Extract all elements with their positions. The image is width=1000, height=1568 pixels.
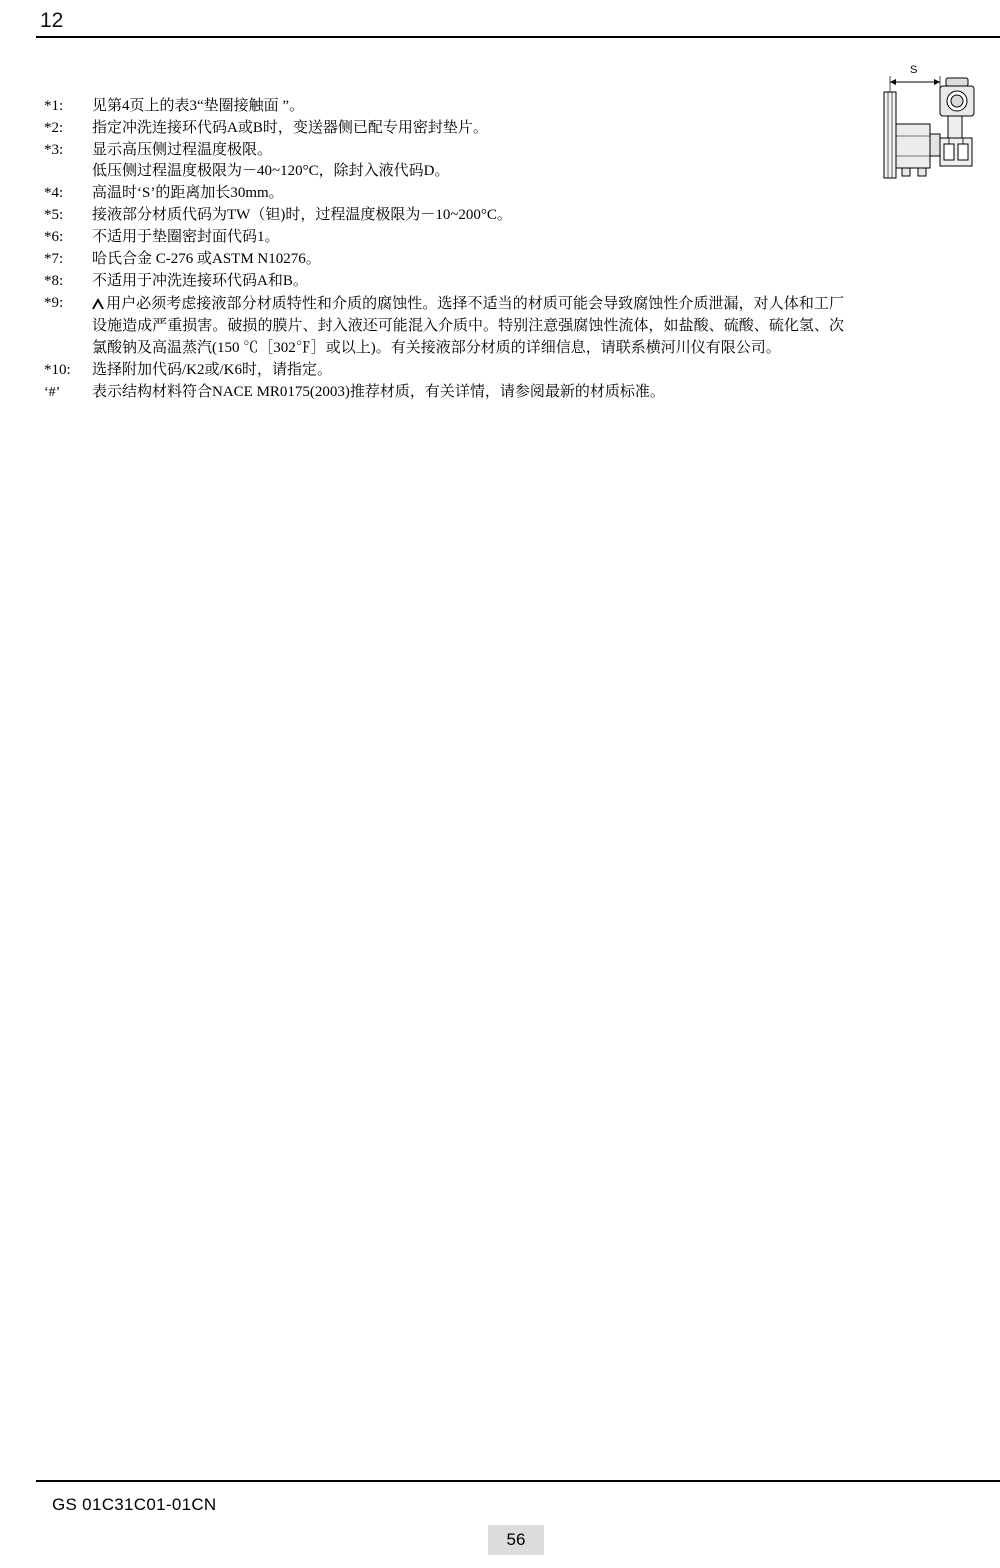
note-item (44, 96, 844, 117)
note-text: 见第4页上的表3“垫圈接触面 ”。 (92, 98, 305, 114)
note-key: *8: (44, 273, 64, 289)
warning-triangle-icon (92, 298, 104, 309)
note-item (44, 382, 844, 403)
note-key: *1: (44, 98, 64, 114)
note-text-line: 低压侧过程温度极限为－40~120°C，除封入液代码D。 (92, 163, 450, 179)
note-item (44, 118, 844, 139)
note-key: *5: (44, 207, 64, 223)
note-key: *3: (44, 142, 64, 158)
note-key: *7: (44, 251, 64, 267)
document-code: GS 01C31C01-01CN (52, 1495, 217, 1514)
note-key: *9: (44, 295, 64, 311)
note-text: 选择附加代码/K2或/K6时，请指定。 (92, 362, 333, 378)
note-text-block (92, 293, 844, 359)
page-header (36, 8, 1000, 38)
note-item (44, 183, 844, 204)
note-item (44, 205, 844, 226)
transmitter-drawing-svg (862, 64, 992, 224)
note-text: 高温时‘S’的距离加长30mm。 (92, 185, 284, 201)
note-text (92, 140, 844, 182)
note-text: 哈氏合金 C-276 或ASTM N10276。 (92, 251, 321, 267)
footer-divider (36, 1480, 1000, 1482)
dimension-label-s: S (910, 64, 918, 76)
note-text-line: 显示高压侧过程温度极限。 (92, 142, 273, 158)
note-item (44, 271, 844, 292)
note-item-warning (44, 293, 844, 359)
transmitter-figure (862, 64, 992, 224)
note-key: ‘#’ (44, 385, 61, 400)
header-divider (36, 36, 1000, 38)
note-key: *6: (44, 229, 64, 245)
note-text: 不适用于冲洗连接环代码A和B。 (92, 273, 308, 289)
note-item (44, 360, 844, 381)
page-number-footer: 56 (488, 1525, 544, 1555)
note-key: *4: (44, 185, 64, 201)
note-text: 表示结构材料符合NACE MR0175(2003)推荐材质，有关详情，请参阅最新的材质标准。 (92, 384, 665, 400)
note-item (44, 227, 844, 248)
note-text: 指定冲洗连接环代码A或B时，变送器侧已配专用密封垫片。 (92, 120, 488, 136)
note-key: *10: (44, 362, 71, 378)
note-item (44, 140, 844, 182)
note-text: 不适用于垫圈密封面代码1。 (92, 229, 280, 245)
note-text: 用户必须考虑接液部分材质特性和介质的腐蚀性。选择不适当的材质可能会导致腐蚀性介质泄漏，对人体和工厂设施造成严重损害。破损的膜片、封入液还可能混入介质中。特别注意强腐蚀性流体，如盐酸、硫酸、硫化氢、次氯酸钠及高温蒸汽(150 ℃［302℉］或以上)。有关接液部分材质的详细信息，请联系横河川仪有限公司。 (92, 296, 844, 356)
page-label: 12 (40, 9, 64, 32)
footnotes-list (44, 96, 844, 404)
note-text: 接液部分材质代码为TW（钽)时，过程温度极限为－10~200°C。 (92, 207, 512, 223)
note-key: *2: (44, 120, 64, 136)
note-item (44, 249, 844, 270)
